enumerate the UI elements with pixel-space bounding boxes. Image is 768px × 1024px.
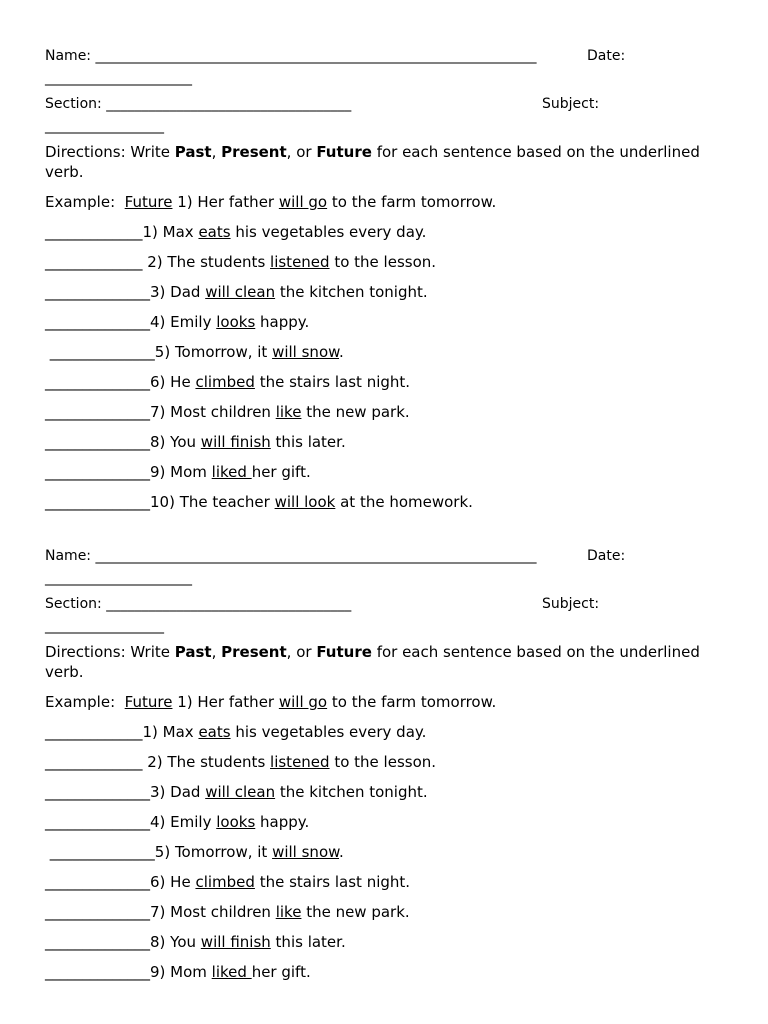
underlined-verb: listened (270, 753, 330, 771)
underlined-verb: listened (270, 253, 330, 271)
date-line[interactable]: _____________________ (45, 70, 192, 86)
section-fields (45, 592, 725, 640)
directions-suffix: for each sentence based on the underlined verb. (45, 643, 700, 681)
question-row-3 (45, 282, 725, 312)
sentence-text: . (339, 343, 344, 361)
answer-blank[interactable]: _____________ (45, 253, 143, 271)
sentence-text: to the lesson. (329, 753, 437, 771)
sentence-text: 4) Emily (150, 813, 217, 831)
question-row-3 (45, 782, 725, 812)
section-label: Section: (45, 596, 102, 612)
sentence-text: 9) Mom (150, 463, 212, 481)
underlined-verb: eats (198, 723, 231, 741)
name-label: Name: (45, 548, 92, 564)
underlined-verb: looks (216, 813, 256, 831)
directions-future: Future (316, 143, 372, 161)
answer-blank[interactable]: ______________ (45, 283, 150, 301)
answer-blank[interactable]: ______________ (45, 463, 150, 481)
question-row-1 (45, 722, 725, 752)
answer-blank[interactable]: _____________ (45, 753, 143, 771)
name-field[interactable] (45, 544, 536, 568)
answer-blank[interactable]: ______________ (45, 933, 150, 951)
sentence-text: the stairs last night. (254, 373, 411, 391)
name-field[interactable] (45, 44, 536, 68)
question-row-5 (45, 842, 725, 872)
underlined-verb: like (275, 903, 302, 921)
underlined-verb: climbed (195, 873, 255, 891)
subject-line[interactable]: _________________ (45, 618, 164, 634)
name-label: Name: (45, 48, 92, 64)
sentence-text: 2) The students (142, 753, 271, 771)
underlined-verb: will snow (272, 843, 340, 861)
answer-blank[interactable]: ______________ (45, 963, 150, 981)
question-row-9 (45, 962, 725, 992)
answer-blank[interactable]: ______________ (45, 343, 155, 361)
sentence-text: happy. (255, 313, 310, 331)
sentence-text: the new park. (301, 903, 410, 921)
sentence-text: her gift. (251, 963, 311, 981)
question-row-1 (45, 222, 725, 252)
section-label: Section: (45, 96, 102, 112)
question-row-6 (45, 372, 725, 402)
section-line: ___________________________________ (106, 596, 352, 612)
question-row-7 (45, 902, 725, 932)
sentence-text: this later. (270, 933, 346, 951)
underlined-verb: liked (211, 963, 252, 981)
sentence-text: the stairs last night. (254, 873, 411, 891)
directions (45, 642, 715, 682)
date-line[interactable]: _____________________ (45, 570, 192, 586)
sentence-text: his vegetables every day. (230, 723, 427, 741)
directions-past: Past (174, 643, 212, 661)
question-row-2 (45, 252, 725, 282)
sentence-text: . (339, 843, 344, 861)
header-fields (45, 44, 725, 92)
section-field[interactable] (45, 592, 351, 616)
sentence-text: the new park. (301, 403, 410, 421)
directions-sep: , (211, 643, 222, 661)
directions-sep: , or (286, 643, 317, 661)
underlined-verb: will finish (200, 933, 271, 951)
name-line: _______________________________________________________________ (95, 48, 537, 64)
question-row-8 (45, 932, 725, 962)
underlined-verb: will finish (200, 433, 271, 451)
answer-blank[interactable]: ______________ (45, 903, 150, 921)
directions (45, 142, 715, 182)
sentence-text: 7) Most children (150, 403, 276, 421)
directions-future: Future (316, 643, 372, 661)
question-row-4 (45, 812, 725, 842)
question-row-7 (45, 402, 725, 432)
sentence-text: 2) The students (142, 253, 271, 271)
sentence-text: 1) Her father (172, 693, 279, 711)
name-line: _______________________________________________________________ (95, 548, 537, 564)
question-row-10 (45, 492, 725, 522)
sentence-text: 3) Dad (150, 783, 206, 801)
answer-blank[interactable]: ______________ (45, 403, 150, 421)
sentence-text: 10) The teacher (150, 493, 275, 511)
directions-sep: , (211, 143, 222, 161)
answer-blank[interactable]: ______________ (45, 373, 150, 391)
sentence-text: 5) Tomorrow, it (154, 843, 273, 861)
example-row (45, 692, 725, 722)
sentence-text: the kitchen tonight. (275, 283, 428, 301)
question-row-8 (45, 432, 725, 462)
sentence-text: 5) Tomorrow, it (154, 343, 273, 361)
sentence-text: 6) He (150, 373, 196, 391)
underlined-verb: like (275, 403, 302, 421)
section-line: ___________________________________ (106, 96, 352, 112)
underlined-verb: climbed (195, 373, 255, 391)
sentence-text: 1) Max (142, 723, 199, 741)
section-fields (45, 92, 725, 140)
sentence-text: 8) You (150, 933, 201, 951)
subject-label: Subject: (542, 596, 600, 612)
answer-blank[interactable]: _____________ (45, 723, 143, 741)
underlined-verb: will look (274, 493, 336, 511)
answer-blank[interactable]: ______________ (45, 783, 150, 801)
header-fields (45, 544, 725, 592)
date-label: Date: (587, 48, 626, 64)
underlined-verb: will clean (205, 283, 276, 301)
sentence-text: this later. (270, 433, 346, 451)
underlined-verb: looks (216, 313, 256, 331)
sentence-text: her gift. (251, 463, 311, 481)
underlined-verb: will clean (205, 783, 276, 801)
subject-line[interactable]: _________________ (45, 118, 164, 134)
directions-prefix: Directions: Write (45, 643, 175, 661)
directions-present: Present (221, 143, 287, 161)
sentence-text: his vegetables every day. (230, 223, 427, 241)
sentence-text: 7) Most children (150, 903, 276, 921)
sentence-text: the kitchen tonight. (275, 783, 428, 801)
answer-blank[interactable]: ______________ (45, 813, 150, 831)
sentence-text: at the homework. (335, 493, 473, 511)
example-row (45, 192, 725, 222)
section-field[interactable] (45, 92, 351, 116)
worksheet-1 (45, 44, 725, 522)
underlined-verb: liked (211, 463, 252, 481)
sentence-text: 8) You (150, 433, 201, 451)
sentence-text: to the farm tomorrow. (327, 693, 497, 711)
example-label: Example: (45, 193, 125, 211)
answer-blank[interactable]: ______________ (45, 313, 150, 331)
sentence-text: 9) Mom (150, 963, 212, 981)
underlined-verb: eats (198, 223, 231, 241)
example-answer: Future (124, 193, 173, 211)
worksheet-2 (45, 544, 725, 992)
question-row-6 (45, 872, 725, 902)
answer-blank[interactable]: ______________ (45, 873, 150, 891)
date-label: Date: (587, 548, 626, 564)
directions-suffix: for each sentence based on the underlined verb. (45, 143, 700, 181)
answer-blank[interactable]: ______________ (45, 493, 150, 511)
sentence-text: 1) Her father (172, 193, 279, 211)
question-row-9 (45, 462, 725, 492)
question-row-5 (45, 342, 725, 372)
sentence-text: 4) Emily (150, 313, 217, 331)
example-label: Example: (45, 693, 125, 711)
underlined-verb: will go (278, 693, 328, 711)
sentence-text: happy. (255, 813, 310, 831)
answer-blank[interactable]: ______________ (45, 433, 150, 451)
example-answer: Future (124, 693, 173, 711)
underlined-verb: will snow (272, 343, 340, 361)
directions-sep: , or (286, 143, 317, 161)
sentence-text: 6) He (150, 873, 196, 891)
directions-prefix: Directions: Write (45, 143, 175, 161)
directions-present: Present (221, 643, 287, 661)
sentence-text: to the lesson. (329, 253, 437, 271)
sentence-text: 1) Max (142, 223, 199, 241)
question-row-4 (45, 312, 725, 342)
directions-past: Past (174, 143, 212, 161)
question-row-2 (45, 752, 725, 782)
subject-label: Subject: (542, 96, 600, 112)
answer-blank[interactable]: ______________ (45, 843, 155, 861)
sentence-text: 3) Dad (150, 283, 206, 301)
underlined-verb: will go (278, 193, 328, 211)
answer-blank[interactable]: _____________ (45, 223, 143, 241)
sentence-text: to the farm tomorrow. (327, 193, 497, 211)
